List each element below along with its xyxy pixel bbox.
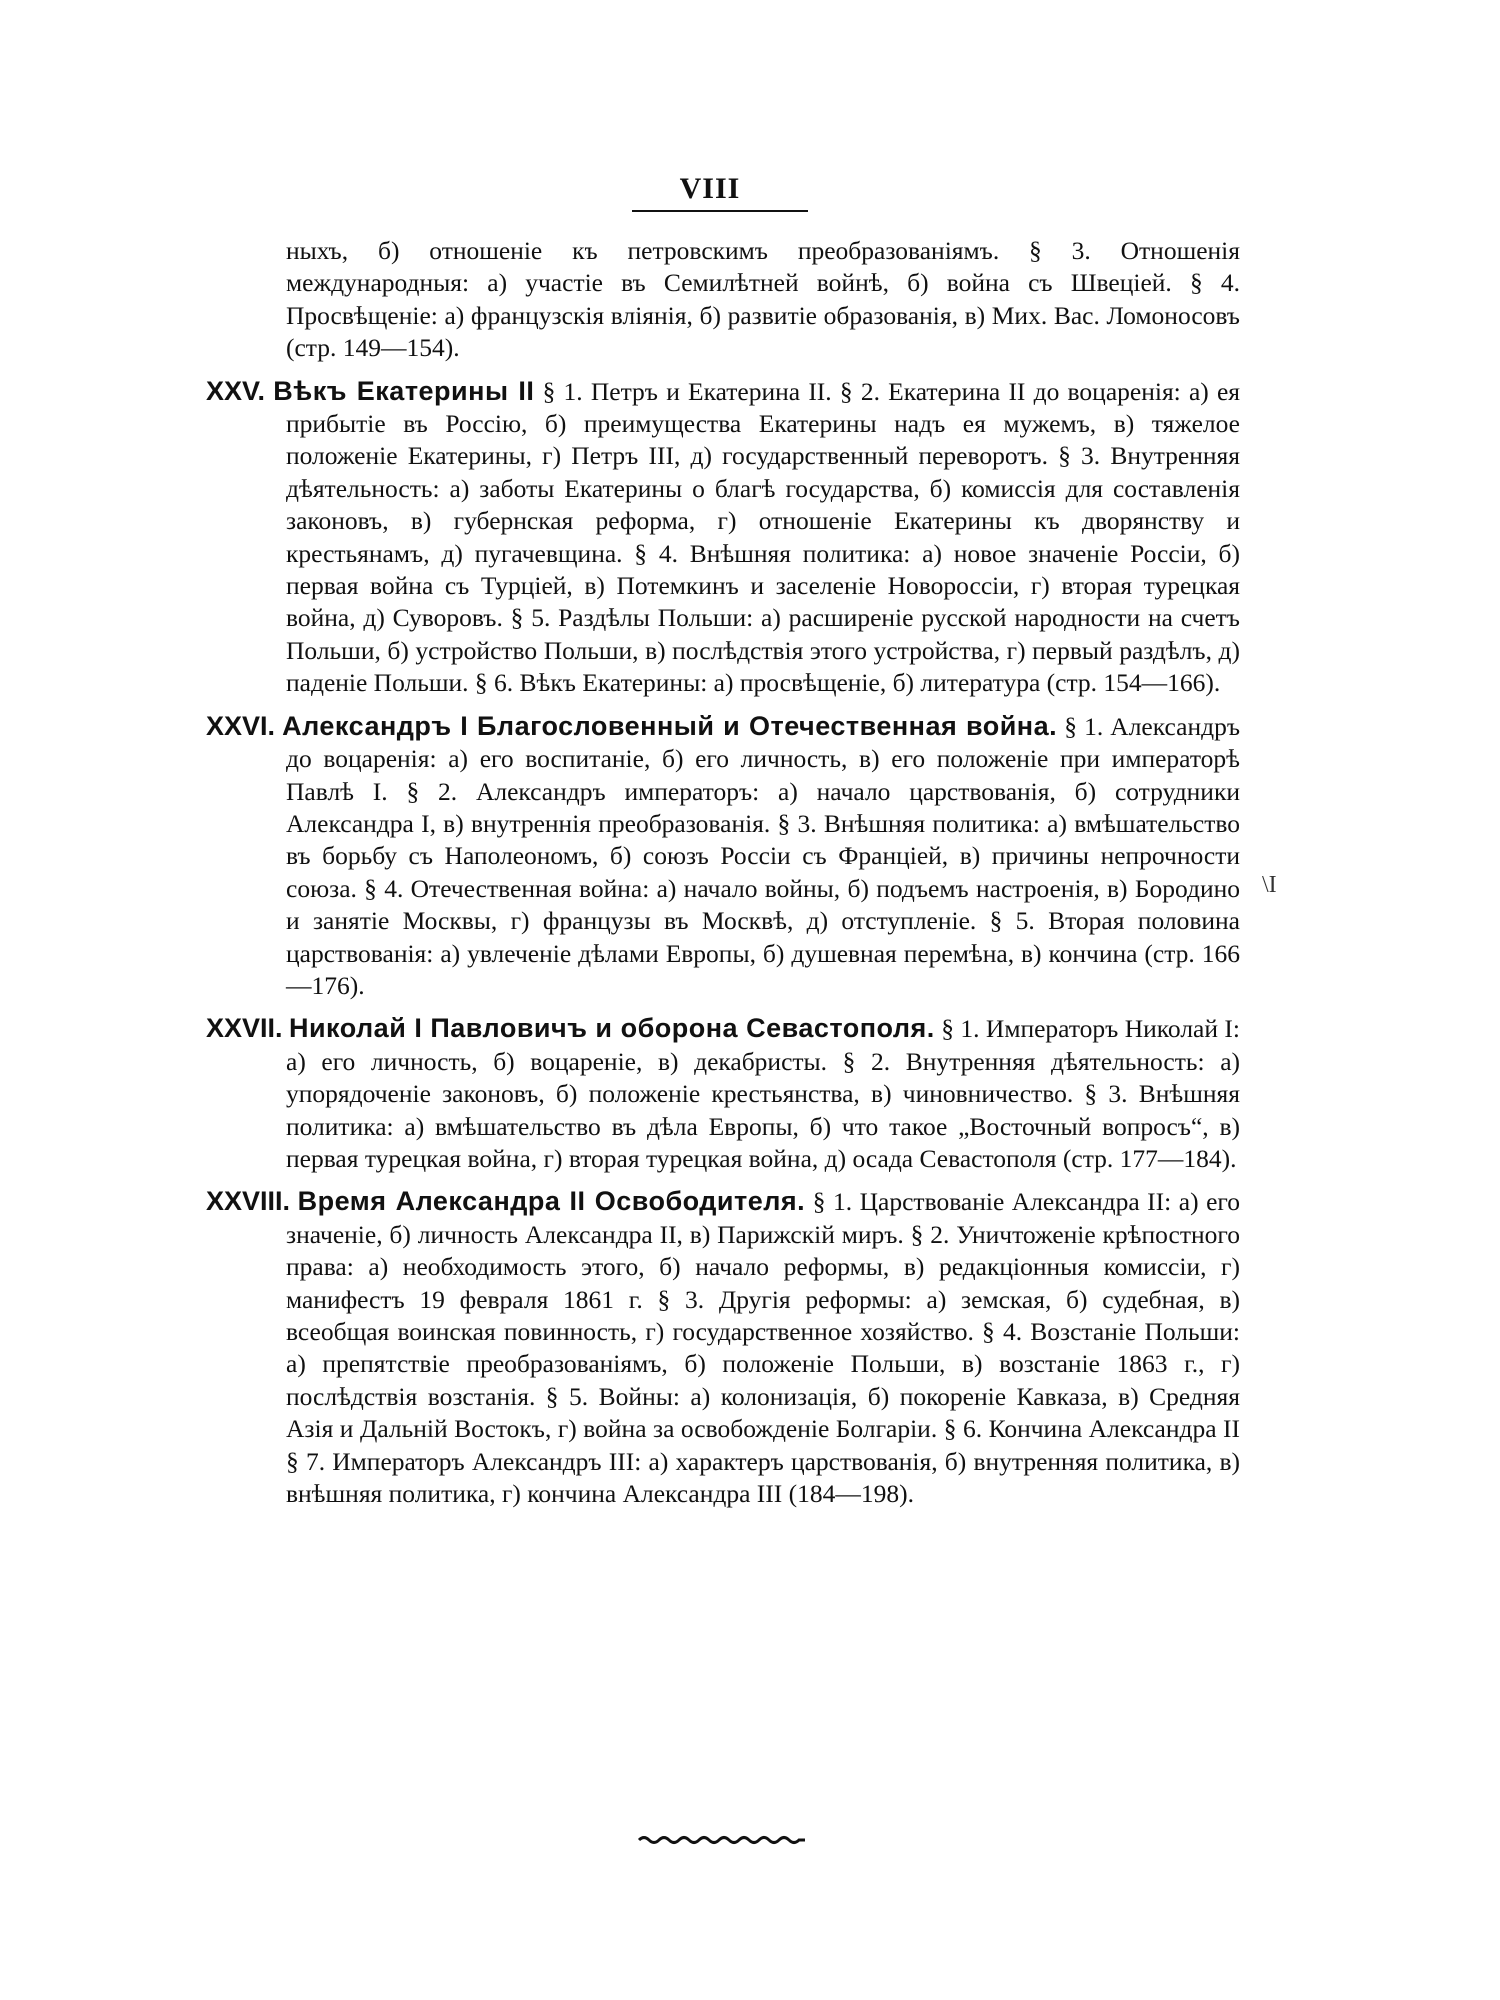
margin-note: \I	[1262, 872, 1277, 898]
chapter-title: Время Александра II Освободителя.	[297, 1186, 806, 1217]
chapter-number: XXVII.	[206, 1013, 283, 1044]
chapter-title: Николай I Павловичъ и оборона Севастополя.	[288, 1013, 935, 1044]
chapter-number: XXVI.	[206, 710, 276, 741]
chapter-title: Вѣкъ Екатерины II	[273, 375, 535, 406]
entry-text: ныхъ, б) отношеніе къ петровскимъ преобразованіямъ. § 3. Отношенія международныя: а) участіе въ Семилѣтней войнѣ, б) война съ Швеціей. § 4. Просвѣщеніе: а) французскія вліянія, б) развитіе образованія, в) Мих. Вас. Ломоносовъ (стр. 149—154).	[286, 236, 1240, 363]
header-rule	[632, 210, 808, 212]
chapter-number: XXVIII.	[206, 1186, 291, 1217]
chapter-entry-25	[206, 375, 1240, 700]
end-flourish	[637, 1833, 807, 1847]
chapter-title: Александръ I Благословенный и Отечественная война.	[282, 710, 1058, 741]
entry-text: § 1. Петръ и Екатерина II. § 2. Екатерина II до воцаренія: а) ея прибытіе въ Россію, б) преимущества Екатерины надъ ея мужемъ, в) тяжелое положеніе Екатерины, г) Петръ III, д) государственный переворотъ. § 3. Внутренняя дѣятельность: а) заботы Екатерины о благѣ государства, б) комиссія для составленія законовъ, в) губернская реформа, г) отношеніе Екатерины къ дворянству и крестьянамъ, д) пугачевщина. § 4. Внѣшняя политика: а) новое значеніе Россіи, б) первая война съ Турціей, в) Потемкинъ и заселеніе Новороссіи, г) вторая турецкая война, д) Суворовъ. § 5. Раздѣлы Польши: а) расширеніе русской народности на счетъ Польши, б) устройство Польши, в) послѣдствія этого устройства, г) первый раздѣлъ, д) паденіе Польши. § 6. Вѣкъ Екатерины: а) просвѣщеніе, б) литература (стр. 154—166).	[286, 376, 1241, 698]
chapter-number: XXV.	[206, 375, 266, 406]
chapter-entry-26	[206, 710, 1240, 1003]
chapter-entry-27	[206, 1012, 1240, 1175]
entry-text: § 1. Императоръ Николай I: а) его личность, б) воцареніе, в) декабристы. § 2. Внутренняя дѣятельность: а) упорядоченіе законовъ, б) положеніе крестьянства, в) чиновничество. § 3. Внѣшняя политика: а) вмѣшательство въ дѣла Европы, б) что такое „Восточный вопросъ“, в) первая турецкая война, г) вторая турецкая война, д) осада Севастополя (стр. 177—184).	[286, 1014, 1240, 1173]
chapter-entry-28	[206, 1185, 1240, 1510]
page-number: VIII	[679, 172, 741, 205]
entry-text: § 1. Царствованіе Александра II: а) его значеніе, б) личность Александра II, в) Парижскій миръ. § 2. Уничтоженіе крѣпостного права: а) необходимость этого, б) начало реформы, в) редакціонныя комиссіи, г) манифестъ 19 февраля 1861 г. § 3. Другія реформы: а) земская, б) судебная, в) всеобщая воинская повинность, г) государственное хозяйство. § 4. Возстаніе Польши: а) препятствіе преобразованіямъ, б) положеніе Польши, в) возстаніе 1863 г., г) послѣдствія возстанія. § 5. Войны: а) колонизація, б) покореніе Кавказа, в) Средняя Азія и Дальній Востокъ, г) война за освобожденіе Болгаріи. § 6. Кончина Александра II § 7. Императоръ Александръ III: а) характеръ царствованія, б) внутренняя политика, в) внѣшняя политика, г) кончина Александра III (184—198).	[286, 1187, 1241, 1509]
continuation-paragraph	[206, 235, 1240, 365]
entry-text: § 1. Александръ до воцаренія: а) его воспитаніе, б) его личность, в) его положеніе при императорѣ Павлѣ I. § 2. Александръ императоръ: а) начало царствованія, б) сотрудники Александра I, в) внутреннія преобразованія. § 3. Внѣшняя политика: а) вмѣшательство въ борьбу съ Наполеономъ, б) союзъ Россіи съ Франціей, в) причины непрочности союза. § 4. Отечественная война: а) начало войны, б) подъемъ настроенія, в) Бородино и занятіе Москвы, г) французы въ Москвѣ, д) отступленіе. § 5. Вторая половина царствованія: а) увлеченіе дѣлами Европы, б) душевная перемѣна, в) кончина (стр. 166—176).	[286, 711, 1241, 1000]
table-of-contents	[206, 235, 1240, 1520]
